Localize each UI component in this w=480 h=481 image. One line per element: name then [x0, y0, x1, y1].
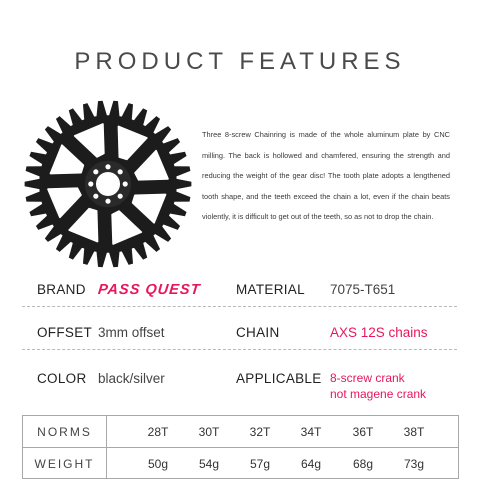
product-description: Three 8-screw Chainring is made of the whole aluminum plate by CNC milling. The back is hollowed and chamfered, ensuring the strength and reducing the weight of the gear disc! The tooth plate adopts a lengthened tooth shape, and the teeth exceed the chain a lot, even if the chain beats violently, it is difficult to get out of the teeth, so as not to drop the chain.	[202, 130, 450, 221]
norms-cell: 34T	[300, 424, 322, 439]
weight-row	[23, 448, 458, 479]
norms-weight-table	[22, 415, 459, 479]
norms-cell: 36T	[352, 424, 374, 439]
brand-logo: PASS QUEST	[97, 282, 202, 298]
norms-cell: 30T	[198, 424, 220, 439]
norms-cell: 28T	[147, 424, 169, 439]
divider	[22, 349, 457, 350]
color-value: black/silver	[98, 371, 165, 386]
weight-cell: 64g	[300, 456, 322, 471]
material-value: 7075-T651	[330, 282, 396, 297]
applicable-label: APPLICABLE	[236, 371, 322, 386]
weight-header: WEIGHT	[23, 448, 107, 479]
applicable-line-2: not magene crank	[330, 387, 427, 401]
divider	[22, 306, 457, 307]
weight-cell: 50g	[147, 456, 169, 471]
norms-header: NORMS	[23, 416, 107, 447]
chain-label: CHAIN	[236, 325, 280, 340]
page-title: PRODUCT FEATURES	[74, 48, 406, 75]
weight-cell: 57g	[249, 456, 271, 471]
weight-cell: 68g	[352, 456, 374, 471]
norms-cell: 32T	[249, 424, 271, 439]
color-label: COLOR	[37, 371, 87, 386]
brand-label: BRAND	[37, 282, 86, 297]
applicable-value	[330, 370, 426, 402]
material-label: MATERIAL	[236, 282, 305, 297]
chain-value: AXS 12S chains	[330, 325, 428, 340]
applicable-line-1: 8-screw crank	[330, 371, 405, 385]
offset-label: OFFSET	[37, 325, 93, 340]
weight-cell: 54g	[198, 456, 220, 471]
norms-row	[23, 416, 458, 448]
norms-cell: 38T	[403, 424, 425, 439]
chainring-image	[22, 98, 194, 270]
weight-cell: 73g	[403, 456, 425, 471]
offset-value: 3mm offset	[98, 325, 165, 340]
